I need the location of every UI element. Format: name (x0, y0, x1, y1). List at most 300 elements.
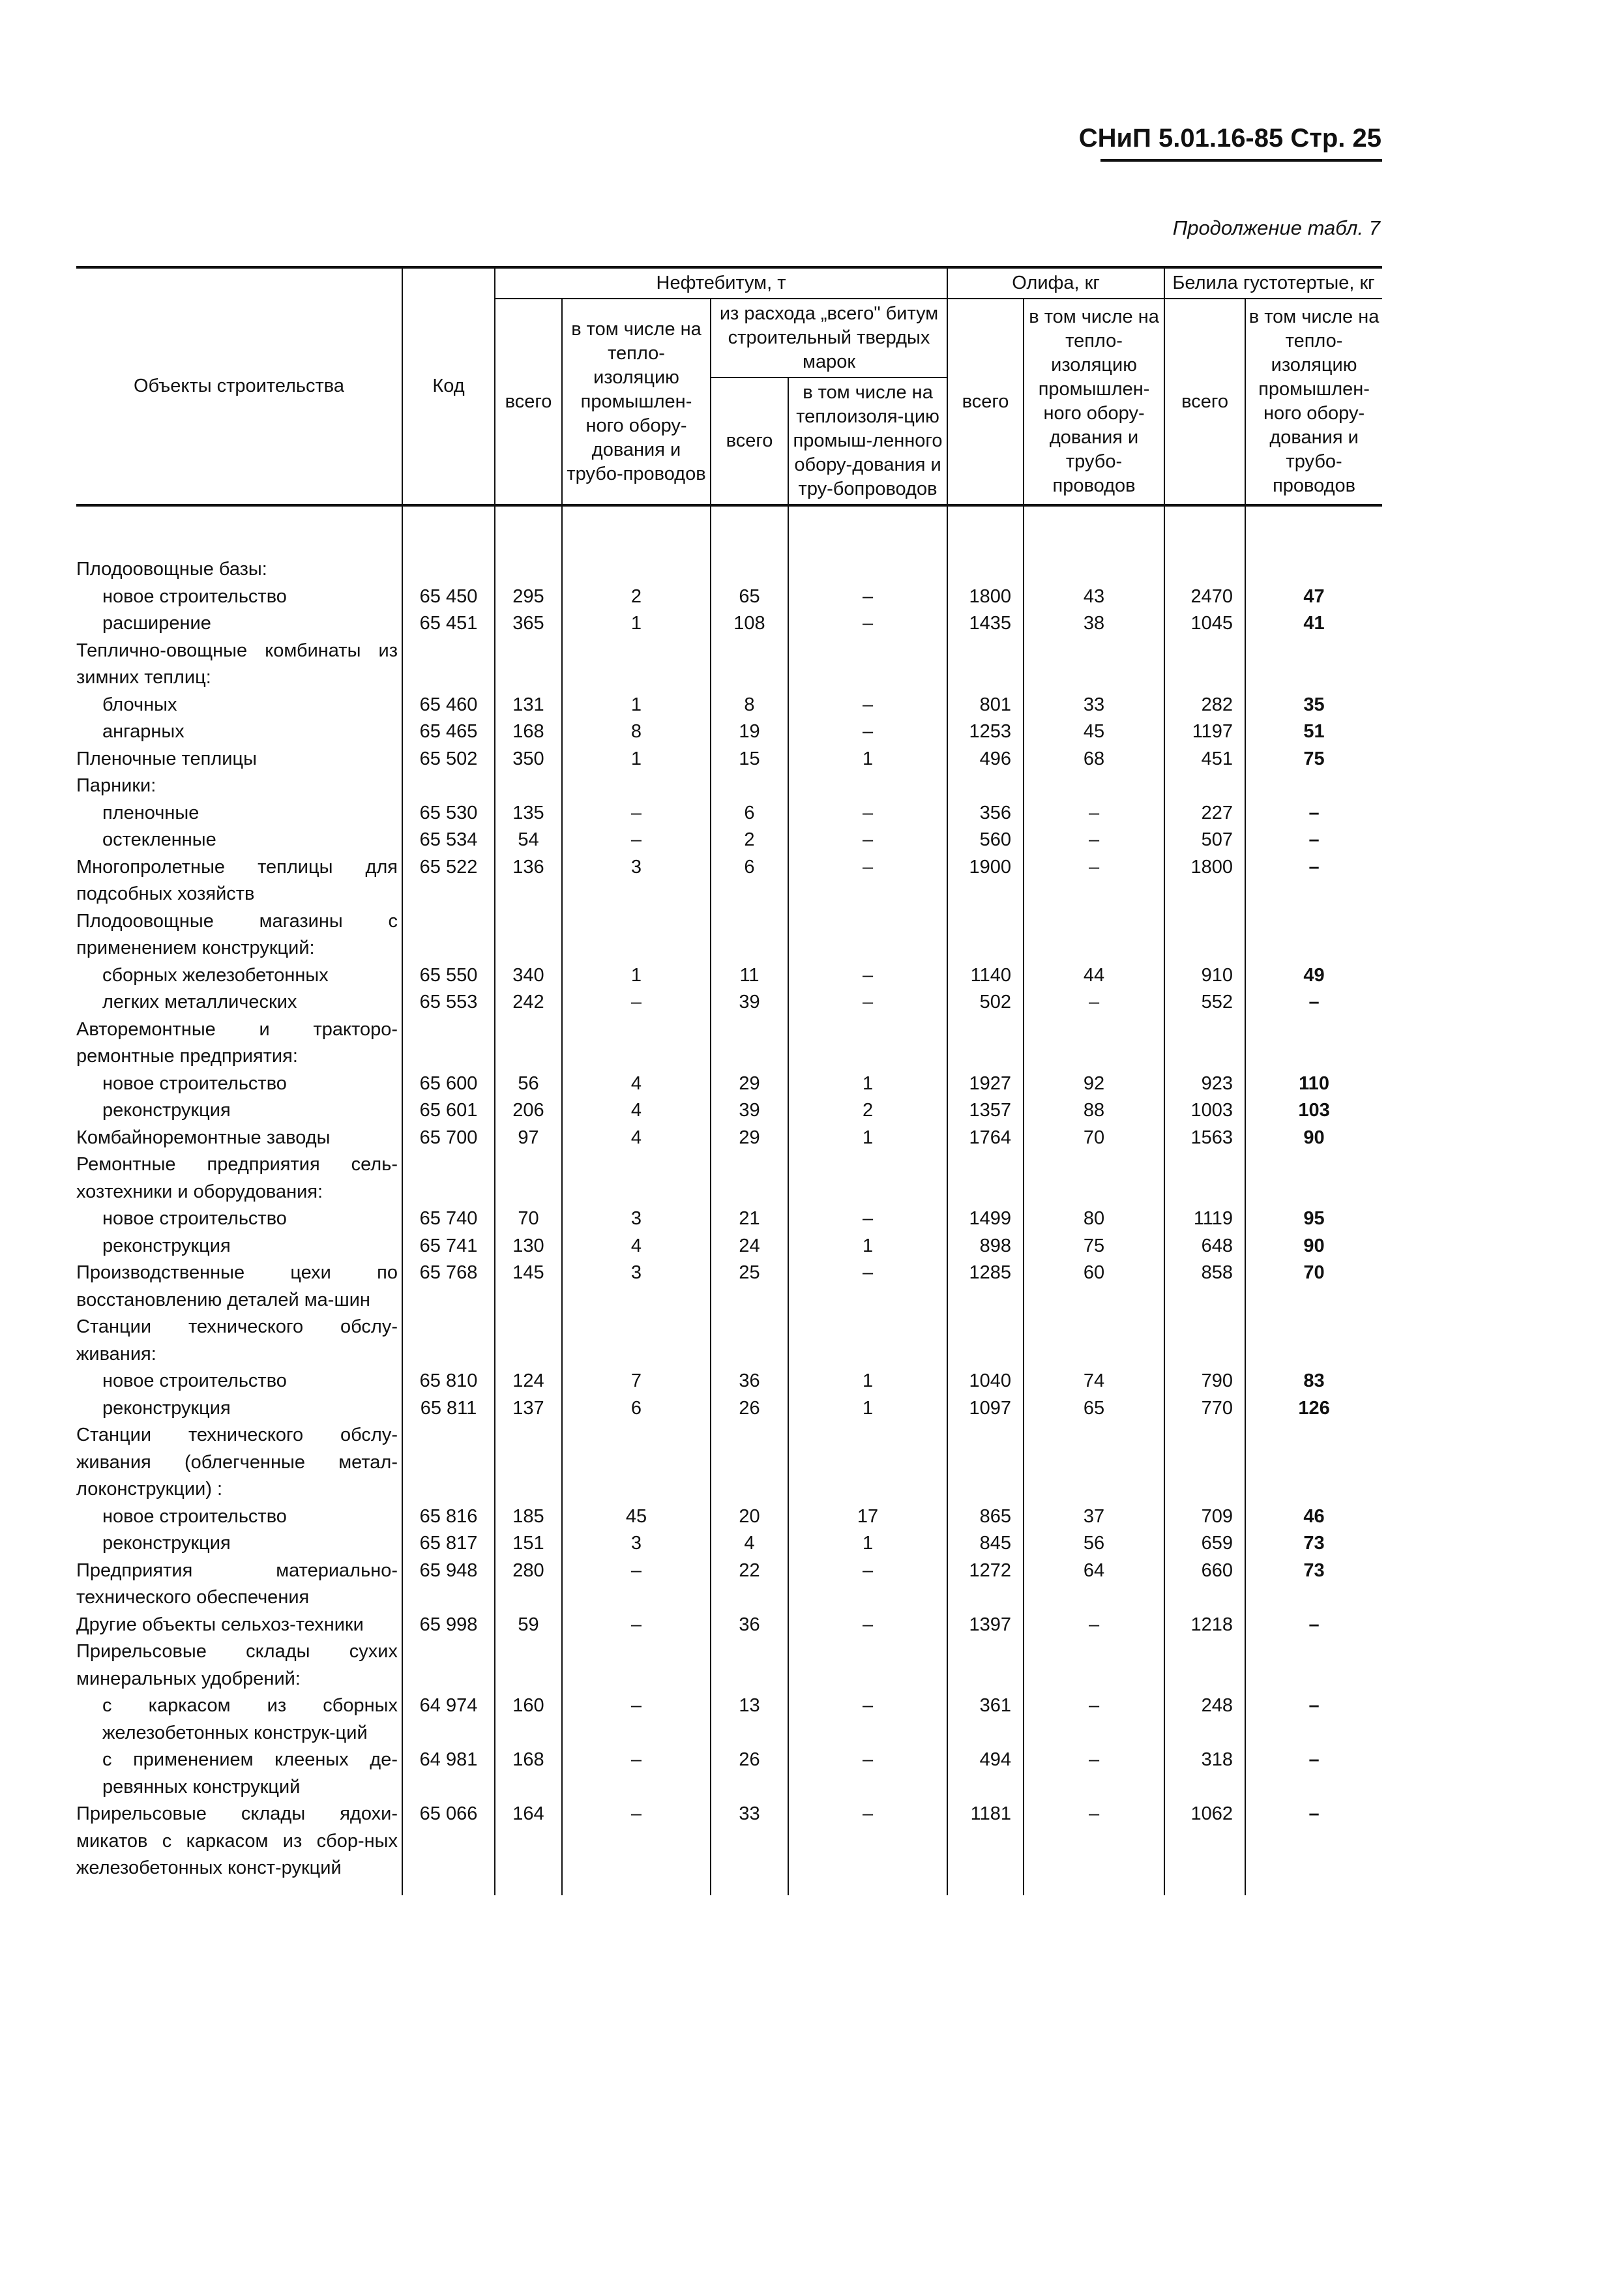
cell-bitum-total: 26 (711, 1747, 788, 1801)
table-row (76, 1692, 1382, 1747)
cell-bitum-total: 15 (711, 746, 788, 773)
cell-belila-total: 1218 (1164, 1612, 1245, 1639)
cell-neftebitum-total (495, 638, 562, 692)
cell-belila-insulation: – (1245, 1692, 1382, 1747)
table-cell-code: 65 530 (402, 800, 495, 827)
cell-olifa-insulation (1024, 1422, 1164, 1503)
cell-olifa-total: 1499 (947, 1205, 1024, 1233)
table-cell-code: 65 534 (402, 827, 495, 854)
cell-bitum-total: 6 (711, 854, 788, 908)
cell-neftebitum-total: 242 (495, 989, 562, 1016)
cell-belila-insulation: – (1245, 800, 1382, 827)
table-row (76, 1747, 1382, 1801)
cell-bitum-total (711, 1016, 788, 1071)
cell-olifa-insulation (1024, 1314, 1164, 1368)
table-cell-code: 64 974 (402, 1692, 495, 1747)
cell-bitum-total (711, 556, 788, 584)
cell-olifa-total: 865 (947, 1503, 1024, 1531)
cell-bitum-total: 108 (711, 610, 788, 638)
cell-bitum-total (711, 773, 788, 800)
row-name: реконструкция (102, 1235, 231, 1256)
cell-neftebitum-total (495, 556, 562, 584)
cell-belila-insulation: 49 (1245, 962, 1382, 990)
cell-olifa-insulation (1024, 1638, 1164, 1692)
spacer-cell (788, 505, 947, 556)
cell-neftebitum-insulation: 4 (562, 1097, 711, 1125)
cell-olifa-total: 496 (947, 746, 1024, 773)
group-belila: Белила густотертые, кг (1164, 267, 1382, 299)
cell-olifa-total (947, 773, 1024, 800)
cell-neftebitum-insulation (562, 1151, 711, 1205)
table-row (76, 692, 1382, 719)
tail-cell (788, 1882, 947, 1895)
cell-neftebitum-insulation: – (562, 800, 711, 827)
cell-belila-total: 910 (1164, 962, 1245, 990)
cell-belila-insulation (1245, 1422, 1382, 1503)
table-body (76, 505, 1382, 1895)
cell-olifa-total (947, 1016, 1024, 1071)
cell-bitum-insulation (788, 1314, 947, 1368)
table-cell-code (402, 1016, 495, 1071)
cell-neftebitum-total: 350 (495, 746, 562, 773)
row-name: реконструкция (102, 1100, 231, 1121)
cell-olifa-total: 356 (947, 800, 1024, 827)
cell-belila-insulation (1245, 773, 1382, 800)
cell-bitum-total (711, 1314, 788, 1368)
cell-neftebitum-insulation (562, 638, 711, 692)
cell-neftebitum-total: 130 (495, 1233, 562, 1260)
cell-bitum-total: 33 (711, 1801, 788, 1882)
row-name: реконструкция (102, 1397, 231, 1419)
cell-neftebitum-total: 59 (495, 1612, 562, 1639)
cell-neftebitum-total: 168 (495, 718, 562, 746)
table-cell-code (402, 1151, 495, 1205)
row-name: Прирельсовые склады ядохи-микатов с каркасом из сбор-ных железобетонных конст-рукций (76, 1803, 398, 1878)
tail-cell (947, 1882, 1024, 1895)
spacer-cell (1164, 505, 1245, 556)
cell-olifa-insulation: 45 (1024, 718, 1164, 746)
cell-bitum-total: 4 (711, 1530, 788, 1558)
table-group-row (76, 556, 1382, 584)
table-cell-code: 65 601 (402, 1097, 495, 1125)
cell-bitum-total (711, 908, 788, 962)
table-cell-code: 65 817 (402, 1530, 495, 1558)
table-cell-code: 65 700 (402, 1125, 495, 1152)
tail-cell (562, 1882, 711, 1895)
cell-neftebitum-total: 136 (495, 854, 562, 908)
table-row (76, 989, 1382, 1016)
cell-belila-insulation: – (1245, 1612, 1382, 1639)
cell-bitum-total: 29 (711, 1071, 788, 1098)
cell-bitum-insulation (788, 556, 947, 584)
cell-belila-total: 709 (1164, 1503, 1245, 1531)
table-row (76, 827, 1382, 854)
cell-olifa-total: 1900 (947, 854, 1024, 908)
row-name: легких металлических (102, 992, 297, 1012)
col-be-insulation: в том числе на тепло-изоляцию промышлен-ного обору-дования и трубо-проводов (1245, 299, 1382, 505)
row-name: Ремонтные предприятия сель-хозтехники и оборудования: (76, 1154, 398, 1202)
cell-bitum-total: 13 (711, 1692, 788, 1747)
row-name: реконструкция (102, 1533, 231, 1554)
cell-olifa-insulation: – (1024, 989, 1164, 1016)
cell-belila-total (1164, 1151, 1245, 1205)
table-row (76, 1612, 1382, 1639)
cell-bitum-insulation: 1 (788, 1368, 947, 1395)
cell-olifa-insulation: 33 (1024, 692, 1164, 719)
row-name: Другие объекты сельхоз-техники (76, 1614, 364, 1635)
cell-olifa-total (947, 556, 1024, 584)
cell-belila-insulation: – (1245, 854, 1382, 908)
cell-bitum-insulation: 17 (788, 1503, 947, 1531)
cell-olifa-insulation: – (1024, 827, 1164, 854)
table-cell-code: 65 811 (402, 1395, 495, 1423)
cell-bitum-insulation (788, 1016, 947, 1071)
cell-bitum-total (711, 1422, 788, 1503)
cell-olifa-total: 1181 (947, 1801, 1024, 1882)
table-group-row (76, 908, 1382, 962)
row-name: Производственные цехи по восстановлению деталей ма-шин (76, 1262, 398, 1310)
cell-neftebitum-insulation: 1 (562, 692, 711, 719)
cell-belila-total (1164, 773, 1245, 800)
cell-neftebitum-insulation: 8 (562, 718, 711, 746)
col-ol-total: всего (947, 299, 1024, 505)
spacer-cell (495, 505, 562, 556)
cell-belila-total: 858 (1164, 1260, 1245, 1314)
cell-belila-total: 1563 (1164, 1125, 1245, 1152)
table-cell-code (402, 556, 495, 584)
tail-cell (711, 1882, 788, 1895)
cell-olifa-insulation: 56 (1024, 1530, 1164, 1558)
cell-olifa-total: 1800 (947, 584, 1024, 611)
table-cell-code (402, 1422, 495, 1503)
cell-olifa-insulation: – (1024, 1692, 1164, 1747)
cell-neftebitum-total: 160 (495, 1692, 562, 1747)
cell-belila-insulation: 126 (1245, 1395, 1382, 1423)
cell-olifa-total: 1357 (947, 1097, 1024, 1125)
cell-belila-insulation: – (1245, 989, 1382, 1016)
table-cell-code: 65 522 (402, 854, 495, 908)
cell-olifa-insulation: – (1024, 1801, 1164, 1882)
cell-olifa-total: 1397 (947, 1612, 1024, 1639)
cell-olifa-insulation: – (1024, 1612, 1164, 1639)
spacer-cell (947, 505, 1024, 556)
cell-olifa-insulation: – (1024, 854, 1164, 908)
cell-olifa-insulation: 64 (1024, 1558, 1164, 1612)
cell-neftebitum-insulation: – (562, 1558, 711, 1612)
cell-neftebitum-insulation: 3 (562, 1530, 711, 1558)
cell-bitum-insulation (788, 1422, 947, 1503)
cell-neftebitum-total (495, 1151, 562, 1205)
cell-bitum-insulation: 1 (788, 746, 947, 773)
spacer-cell (1024, 505, 1164, 556)
cell-neftebitum-total: 56 (495, 1071, 562, 1098)
cell-olifa-insulation: 75 (1024, 1233, 1164, 1260)
cell-neftebitum-total (495, 1016, 562, 1071)
cell-belila-total: 648 (1164, 1233, 1245, 1260)
row-name: Пленочные теплицы (76, 748, 257, 769)
cell-bitum-total: 8 (711, 692, 788, 719)
cell-neftebitum-total (495, 1314, 562, 1368)
table-row (76, 1205, 1382, 1233)
cell-olifa-total (947, 908, 1024, 962)
cell-olifa-insulation (1024, 556, 1164, 584)
cell-belila-insulation: 90 (1245, 1125, 1382, 1152)
cell-bitum-insulation: 2 (788, 1097, 947, 1125)
group-neftebitum: Нефтебитум, т (495, 267, 947, 299)
cell-olifa-insulation (1024, 638, 1164, 692)
cell-neftebitum-insulation: – (562, 989, 711, 1016)
row-name: Теплично-овощные комбинаты из зимних теплиц: (76, 640, 398, 688)
cell-neftebitum-insulation: 3 (562, 1205, 711, 1233)
cell-bitum-total: 22 (711, 1558, 788, 1612)
table-group-row (76, 773, 1382, 800)
cell-olifa-total: 560 (947, 827, 1024, 854)
cell-bitum-insulation: – (788, 610, 947, 638)
cell-bitum-insulation: 1 (788, 1530, 947, 1558)
cell-olifa-total (947, 638, 1024, 692)
cell-belila-total: 318 (1164, 1747, 1245, 1801)
cell-neftebitum-insulation (562, 1314, 711, 1368)
cell-olifa-insulation: 88 (1024, 1097, 1164, 1125)
row-name: Прирельсовые склады сухих минеральных удобрений: (76, 1641, 398, 1689)
col-objects: Объекты строительства (76, 267, 402, 505)
table-row (76, 962, 1382, 990)
table-cell-code (402, 1314, 495, 1368)
cell-bitum-insulation: – (788, 827, 947, 854)
cell-bitum-insulation: – (788, 1260, 947, 1314)
tail-cell (76, 1882, 402, 1895)
cell-bitum-insulation: – (788, 1612, 947, 1639)
row-name: Станции технического обслу-живания: (76, 1316, 398, 1365)
col-bit-insulation: в том числе на теплоизоля-цию промыш-ленного обору-дования и тру-бопроводов (788, 377, 947, 505)
cell-belila-total: 1119 (1164, 1205, 1245, 1233)
cell-olifa-total: 502 (947, 989, 1024, 1016)
cell-olifa-total: 1285 (947, 1260, 1024, 1314)
table-cell-code: 65 502 (402, 746, 495, 773)
row-name: новое строительство (102, 1505, 287, 1527)
cell-neftebitum-insulation: 1 (562, 746, 711, 773)
cell-bitum-total: 11 (711, 962, 788, 990)
cell-neftebitum-insulation: 3 (562, 1260, 711, 1314)
cell-belila-insulation: 73 (1245, 1558, 1382, 1612)
table-cell-code: 65 768 (402, 1260, 495, 1314)
cell-bitum-total: 25 (711, 1260, 788, 1314)
cell-bitum-insulation: – (788, 1205, 947, 1233)
cell-olifa-total: 1097 (947, 1395, 1024, 1423)
table-cell-code: 65 998 (402, 1612, 495, 1639)
cell-bitum-insulation: – (788, 800, 947, 827)
cell-bitum-insulation: – (788, 692, 947, 719)
table-row (76, 1368, 1382, 1395)
cell-neftebitum-total: 295 (495, 584, 562, 611)
cell-bitum-insulation (788, 1151, 947, 1205)
cell-bitum-insulation: 1 (788, 1125, 947, 1152)
table-cell-code: 65 550 (402, 962, 495, 990)
cell-bitum-total: 6 (711, 800, 788, 827)
cell-olifa-total: 1040 (947, 1368, 1024, 1395)
row-name: блочных (102, 694, 177, 715)
cell-neftebitum-insulation: 1 (562, 962, 711, 990)
cell-belila-insulation: 83 (1245, 1368, 1382, 1395)
row-name: расширение (102, 613, 211, 634)
cell-belila-insulation (1245, 1151, 1382, 1205)
table-cell-code: 65 451 (402, 610, 495, 638)
row-name: пленочные (102, 802, 199, 823)
cell-belila-insulation: 70 (1245, 1260, 1382, 1314)
cell-bitum-insulation: – (788, 989, 947, 1016)
cell-neftebitum-insulation (562, 1638, 711, 1692)
cell-bitum-insulation: 1 (788, 1395, 947, 1423)
cell-olifa-total: 898 (947, 1233, 1024, 1260)
table-row (76, 1530, 1382, 1558)
cell-bitum-insulation: – (788, 718, 947, 746)
table-cell-code: 65 740 (402, 1205, 495, 1233)
cell-belila-total: 451 (1164, 746, 1245, 773)
cell-olifa-insulation (1024, 1151, 1164, 1205)
cell-bitum-total: 29 (711, 1125, 788, 1152)
cell-bitum-insulation: 1 (788, 1233, 947, 1260)
cell-neftebitum-total: 168 (495, 1747, 562, 1801)
row-name: Предприятия материально-технического обеспечения (76, 1559, 398, 1608)
row-name: остекленные (102, 829, 216, 850)
cell-olifa-insulation (1024, 773, 1164, 800)
cell-neftebitum-total: 70 (495, 1205, 562, 1233)
table-group-row (76, 1638, 1382, 1692)
cell-belila-insulation: 46 (1245, 1503, 1382, 1531)
cell-belila-total (1164, 638, 1245, 692)
cell-belila-total: 507 (1164, 827, 1245, 854)
cell-belila-insulation (1245, 1016, 1382, 1071)
cell-neftebitum-insulation: 6 (562, 1395, 711, 1423)
cell-belila-insulation (1245, 908, 1382, 962)
cell-olifa-total: 1253 (947, 718, 1024, 746)
cell-olifa-insulation: 80 (1024, 1205, 1164, 1233)
cell-belila-insulation: 75 (1245, 746, 1382, 773)
spacer-cell (76, 505, 402, 556)
cell-bitum-insulation (788, 773, 947, 800)
table-cell-code: 64 981 (402, 1747, 495, 1801)
tail-cell (495, 1882, 562, 1895)
cell-neftebitum-total: 145 (495, 1260, 562, 1314)
table-cell-code: 65 600 (402, 1071, 495, 1098)
cell-neftebitum-total (495, 908, 562, 962)
cell-belila-total: 1062 (1164, 1801, 1245, 1882)
row-name: с применением клееных де-ревянных конструкций (102, 1749, 398, 1797)
table-head (76, 267, 1382, 505)
cell-belila-insulation: – (1245, 1801, 1382, 1882)
col-code: Код (402, 267, 495, 505)
cell-bitum-insulation: – (788, 1558, 947, 1612)
cell-neftebitum-total: 97 (495, 1125, 562, 1152)
cell-neftebitum-total: 185 (495, 1503, 562, 1531)
cell-olifa-insulation: 70 (1024, 1125, 1164, 1152)
cell-belila-insulation: 90 (1245, 1233, 1382, 1260)
table-cell-code: 65 741 (402, 1233, 495, 1260)
row-name: Комбайноремонтные заводы (76, 1127, 331, 1148)
cell-neftebitum-total: 54 (495, 827, 562, 854)
table-cell-code: 65 066 (402, 1801, 495, 1882)
cell-neftebitum-total: 164 (495, 1801, 562, 1882)
cell-neftebitum-total: 124 (495, 1368, 562, 1395)
cell-bitum-insulation (788, 1638, 947, 1692)
cell-neftebitum-total: 280 (495, 1558, 562, 1612)
cell-neftebitum-total (495, 1638, 562, 1692)
row-name: новое строительство (102, 1208, 287, 1229)
cell-neftebitum-total (495, 773, 562, 800)
cell-belila-insulation: 95 (1245, 1205, 1382, 1233)
table-row (76, 746, 1382, 773)
cell-olifa-insulation: 43 (1024, 584, 1164, 611)
cell-bitum-total: 65 (711, 584, 788, 611)
cell-belila-total: 770 (1164, 1395, 1245, 1423)
cell-olifa-total: 1140 (947, 962, 1024, 990)
cell-olifa-total: 361 (947, 1692, 1024, 1747)
tail-cell (1164, 1882, 1245, 1895)
row-name: Станции технического обслу-живания (облегченные метал-локонструкции) : (76, 1425, 398, 1500)
table-row (76, 1395, 1382, 1423)
cell-neftebitum-insulation: 1 (562, 610, 711, 638)
tail-cell (402, 1882, 495, 1895)
cell-olifa-insulation (1024, 1016, 1164, 1071)
group-bitum-solid: из расхода „всего" битум строительный твердых марок (711, 299, 947, 377)
cell-belila-total (1164, 556, 1245, 584)
cell-neftebitum-insulation (562, 908, 711, 962)
cell-belila-insulation: – (1245, 1747, 1382, 1801)
cell-neftebitum-total: 340 (495, 962, 562, 990)
table-cell-code (402, 1638, 495, 1692)
cell-belila-total: 248 (1164, 1692, 1245, 1747)
cell-belila-total (1164, 1016, 1245, 1071)
cell-olifa-total (947, 1314, 1024, 1368)
cell-olifa-total (947, 1151, 1024, 1205)
cell-neftebitum-insulation: 2 (562, 584, 711, 611)
cell-belila-total: 923 (1164, 1071, 1245, 1098)
col-be-total: всего (1164, 299, 1245, 505)
cell-bitum-total (711, 1638, 788, 1692)
cell-bitum-insulation: – (788, 1692, 947, 1747)
cell-bitum-total (711, 638, 788, 692)
cell-belila-insulation: 35 (1245, 692, 1382, 719)
table-group-row (76, 1314, 1382, 1368)
row-name: Многопролетные теплицы для подсобных хозяйств (76, 856, 398, 904)
table-row (76, 1260, 1382, 1314)
cell-belila-insulation: – (1245, 827, 1382, 854)
cell-neftebitum-insulation: 45 (562, 1503, 711, 1531)
cell-olifa-total: 1764 (947, 1125, 1024, 1152)
table-cell-code (402, 638, 495, 692)
cell-olifa-insulation (1024, 908, 1164, 962)
row-name: ангарных (102, 721, 185, 742)
cell-olifa-total (947, 1638, 1024, 1692)
table-group-row (76, 1151, 1382, 1205)
table-row (76, 718, 1382, 746)
cell-bitum-total: 26 (711, 1395, 788, 1423)
cell-belila-total: 2470 (1164, 584, 1245, 611)
cell-belila-total: 1197 (1164, 718, 1245, 746)
cell-belila-total: 659 (1164, 1530, 1245, 1558)
cell-neftebitum-insulation: – (562, 1747, 711, 1801)
cell-olifa-insulation: – (1024, 800, 1164, 827)
consumption-table (76, 266, 1382, 1895)
cell-olifa-total: 845 (947, 1530, 1024, 1558)
cell-neftebitum-insulation (562, 556, 711, 584)
cell-bitum-insulation: – (788, 962, 947, 990)
table-row (76, 854, 1382, 908)
cell-neftebitum-insulation: – (562, 1801, 711, 1882)
table-row (76, 1071, 1382, 1098)
cell-belila-total (1164, 1638, 1245, 1692)
row-name: Плодоовощные магазины с применением конструкций: (76, 910, 398, 958)
